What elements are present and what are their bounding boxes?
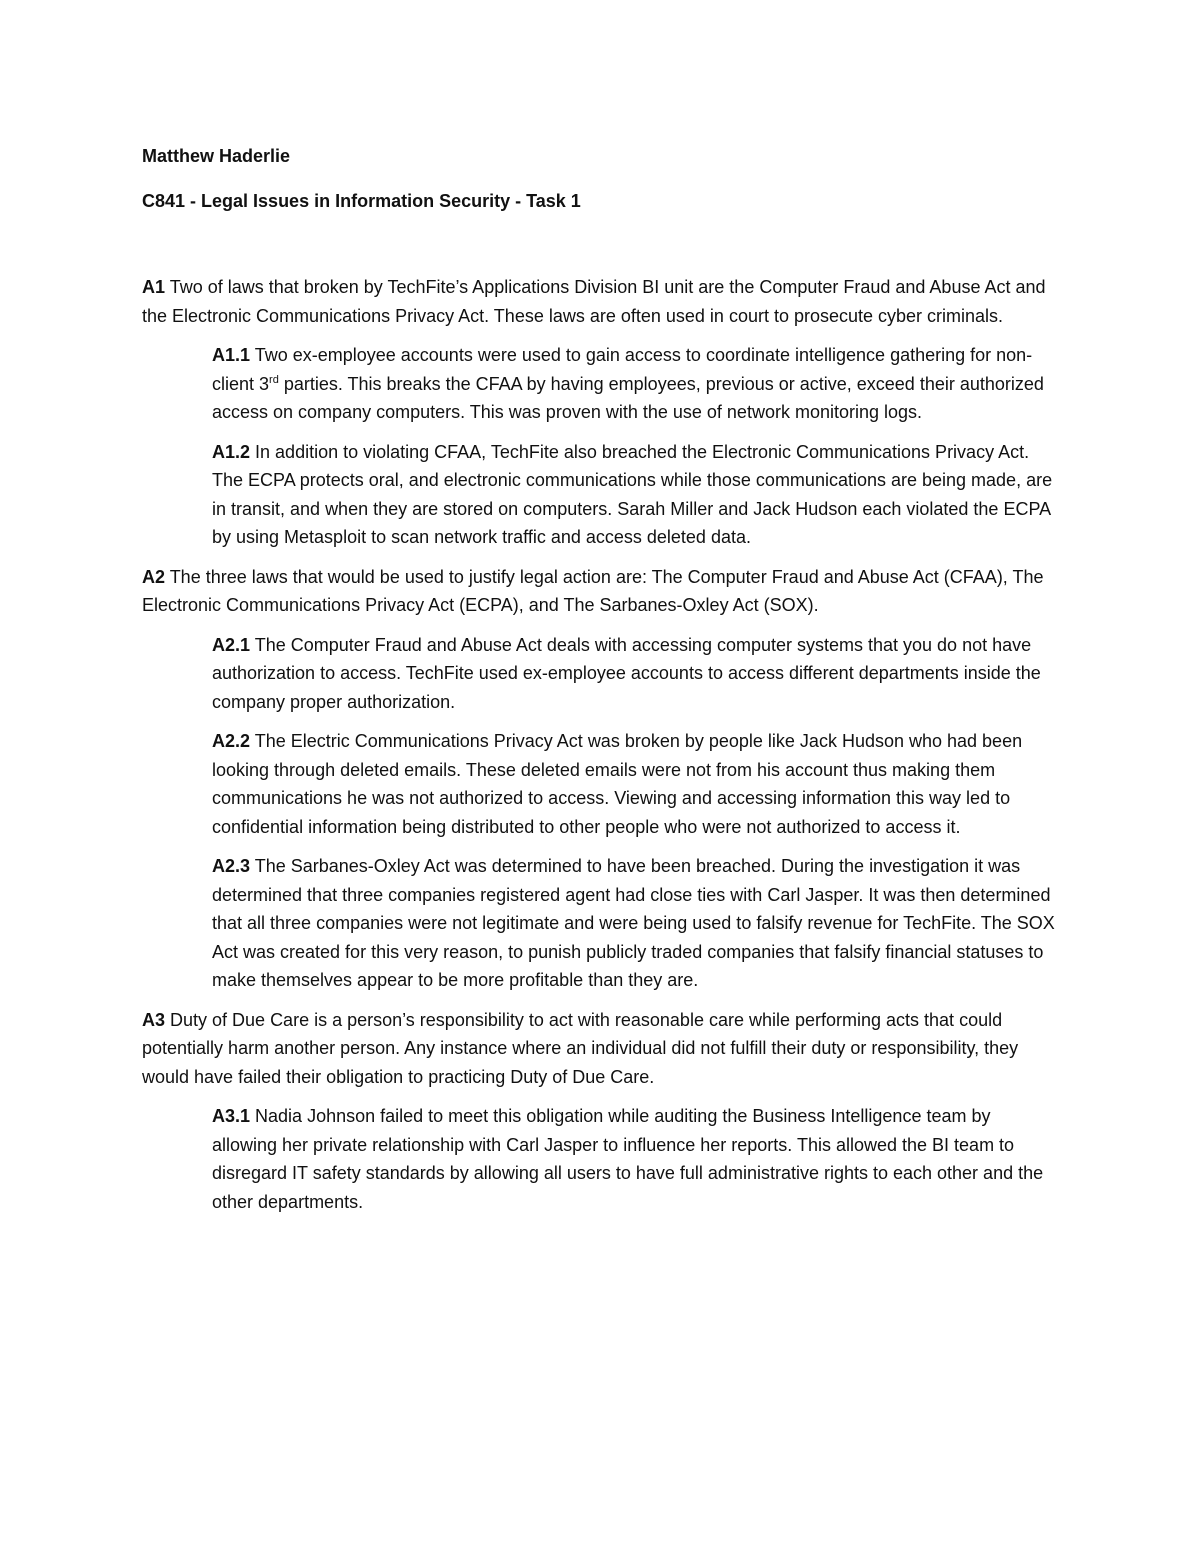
section-text: Two ex-employee accounts were used to gain access to coordinate intelligence gathering for non-client 3 [212,345,1033,394]
section-label: A2 [142,566,166,587]
author-name: Matthew Haderlie [142,146,291,166]
section-text: The Sarbanes-Oxley Act was determined to have been breached. During the investigation it was determined that three companies registered agent had close ties with Carl Jasper. It was then determined that all three companies were not legitimate and were being used to falsify revenue for TechFite. The SOX Act was created for this very reason, to punish publicly traded companies that falsify financial statuses to make themselves appear to be more profitable than they are. [212,856,1055,990]
section-text: The Computer Fraud and Abuse Act deals with accessing computer systems that you do not have authorization to access. TechFite used ex-employee accounts to access different departments inside the company proper authorization. [212,634,1041,712]
section-a2-2 [212,727,1060,841]
section-label: A3.1 [212,1106,251,1126]
section-label: A1.2 [212,441,251,462]
section-a1 [142,273,1060,330]
section-text: Duty of Due Care is a person’s responsibility to act with reasonable care while performing acts that could potentially harm another person. Any instance where an individual did not fulfill their duty or responsibility, they would have failed their obligation to practicing Duty of Due Care. [142,1009,1019,1087]
section-text-continued: parties. This breaks the CFAA by having employees, previous or active, exceed their authorized access on company computers. This was proven with the use of network monitoring logs. [212,373,1044,422]
superscript-ordinal: rd [269,373,279,386]
section-text: Nadia Johnson failed to meet this obligation while auditing the Business Intelligence team by allowing her private relationship with Carl Jasper to influence her reports. This allowed the BI team to disregard IT safety standards by allowing all users to have full administrative rights to each other and the other departments. [212,1106,1044,1212]
section-text: Two of laws that broken by TechFite’s Applications Division BI unit are the Computer Fraud and Abuse Act and the Electronic Communications Privacy Act. These laws are often used in court to prosecute cyber criminals. [142,277,1046,326]
section-text: The Electric Communications Privacy Act was broken by people like Jack Hudson who had been looking through deleted emails. These deleted emails were not from his account thus making them communications he was not authorized to access. Viewing and accessing information this way led to confidential information being distributed to other people who were not authorized to access it. [212,731,1023,837]
section-a1-2 [212,438,1060,552]
section-label: A2.2 [212,731,251,751]
section-label: A1 [142,277,166,297]
section-label: A3 [142,1009,166,1030]
section-a2-3 [212,852,1060,995]
section-label: A2.1 [212,634,251,655]
section-text: The three laws that would be used to justify legal action are: The Computer Fraud and Abuse Act (CFAA), The Electronic Communications Privacy Act (ECPA), and The Sarbanes-Oxley Act (SOX). [142,566,1044,615]
section-a2-1 [212,631,1060,717]
section-a2 [142,563,1060,620]
section-a1-1 [212,341,1060,427]
section-a3-1 [212,1102,1060,1216]
document-body [142,142,1060,1227]
document-title: C841 - Legal Issues in Information Security - Task 1 [142,190,581,211]
section-label: A2.3 [212,856,251,876]
section-text: In addition to violating CFAA, TechFite also breached the Electronic Communications Privacy Act. The ECPA protects oral, and electronic communications while those communications are being made, are in transit, and when they are stored on computers. Sarah Miller and Jack Hudson each violated the ECPA by using Metasploit to scan network traffic and access deleted data. [212,441,1053,547]
section-label: A1.1 [212,345,251,365]
section-a3 [142,1006,1060,1092]
